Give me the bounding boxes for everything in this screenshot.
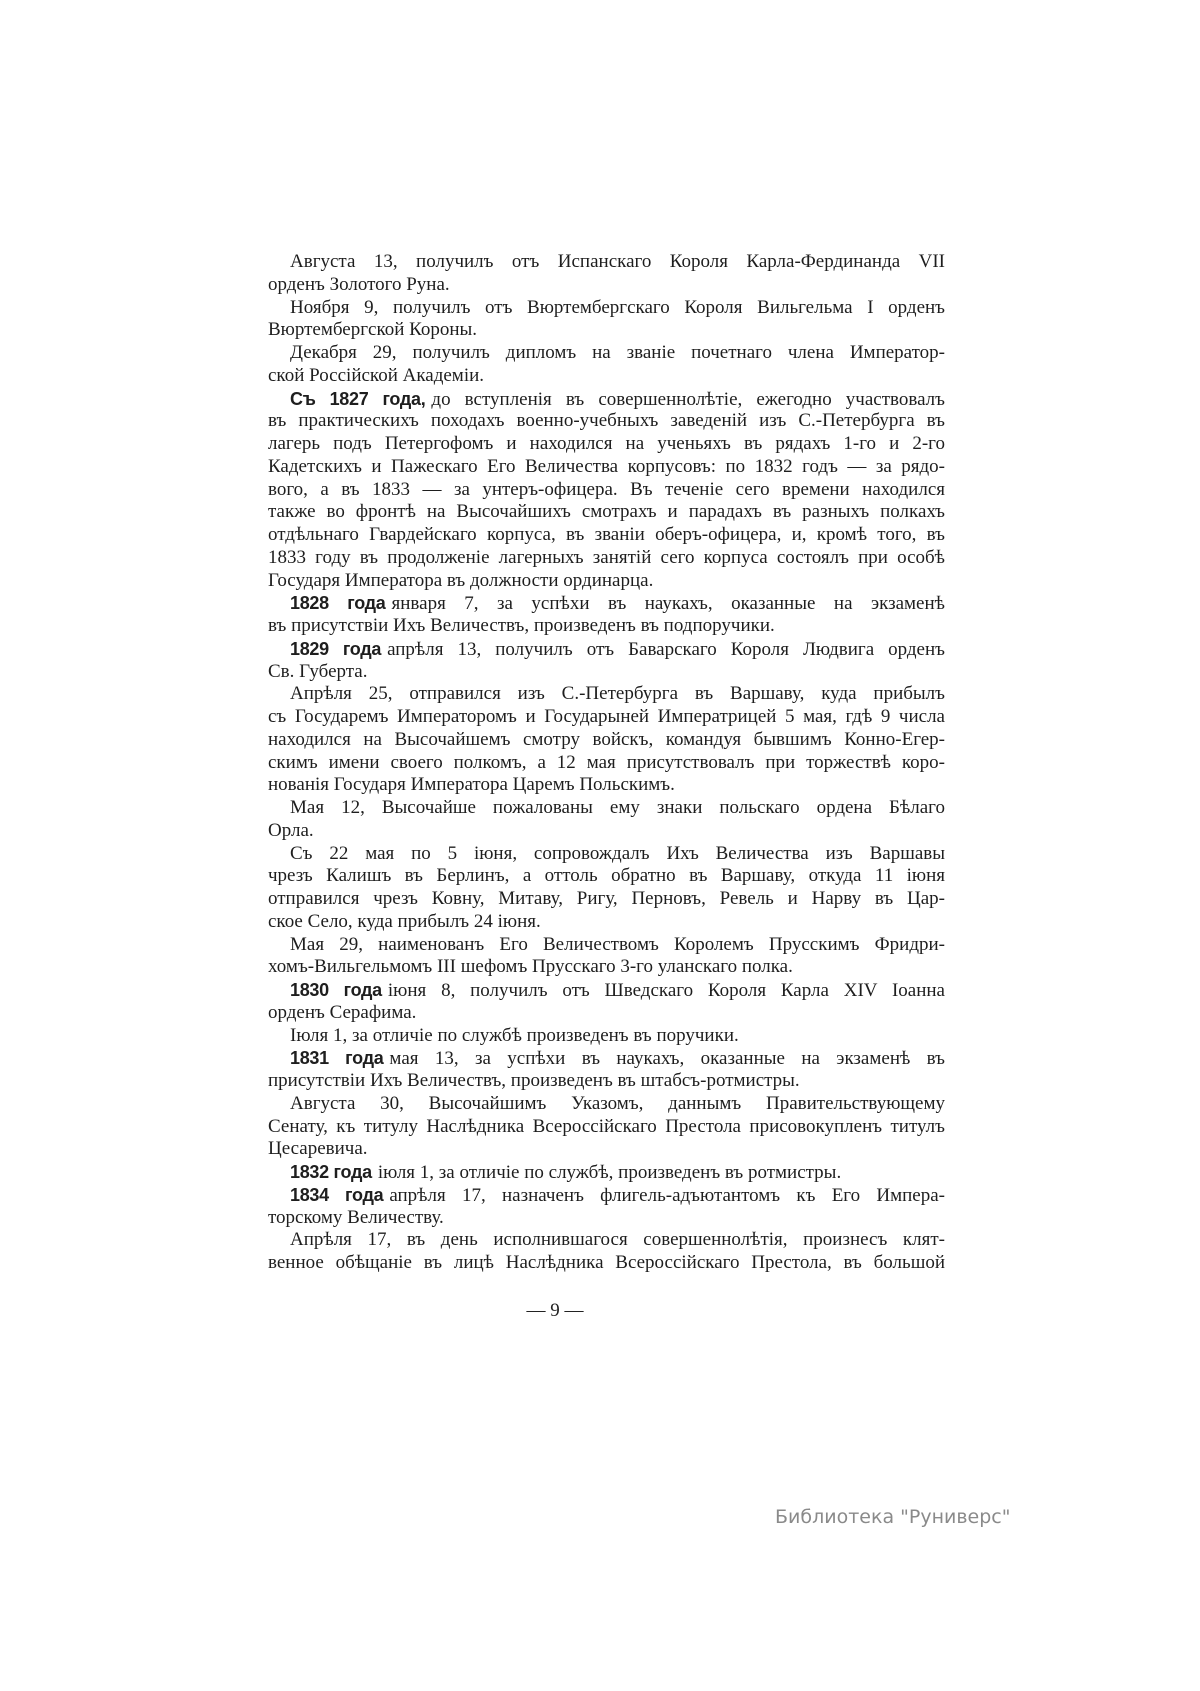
text-line — [268, 388, 945, 411]
line-text: съ Государемъ Императоромъ и Государыней Императрицей 5 мая, гдѣ 9 числа — [268, 706, 945, 727]
line-text: ской Россійской Академіи. — [268, 364, 485, 386]
line-text: отправился чрезъ Ковну, Митаву, Ригу, Перновъ, Ревель и Нарву въ Цар- — [268, 888, 945, 909]
line-text: Св. Губерта. — [268, 660, 368, 682]
line-text: апрѣля 13, получилъ отъ Баварскаго Короля Людвига орденъ — [387, 638, 945, 660]
line-text: вого, а въ 1833 — за унтеръ-офицера. Въ теченіе сего времени находился — [268, 478, 945, 500]
year-heading: 1829 года — [290, 638, 382, 659]
line-text: до вступленія въ совершеннолѣтіе, ежегодно участвовалъ — [431, 388, 945, 410]
line-text: торскому Величеству. — [268, 1206, 444, 1228]
line-text: находился на Высочайшемъ смотру войскъ, командуя бывшимъ Конно-Егер- — [268, 728, 945, 750]
text-line — [268, 297, 945, 320]
text-line — [268, 774, 945, 797]
year-heading: 1832 года — [290, 1162, 372, 1182]
line-text: отдѣльнаго Гвардейскаго корпуса, въ званіи оберъ-офицера, и, кромѣ того, въ — [268, 524, 945, 545]
text-line — [268, 911, 945, 934]
line-text: скимъ имени своего полкомъ, а 12 мая присутствовалъ при торжествѣ коро- — [268, 751, 945, 773]
text-line — [268, 410, 945, 433]
text-line — [268, 365, 945, 388]
line-text: лагерь подъ Петергофомъ и находился на ученьяхъ въ рядахъ 1-го и 2-го — [268, 433, 945, 454]
text-line — [268, 456, 945, 479]
text-line — [268, 570, 945, 593]
text-line — [268, 706, 945, 729]
text-line — [268, 1025, 945, 1048]
line-text: апрѣля 17, назначенъ флигель-адъютантомъ къ Его Импера- — [389, 1184, 945, 1206]
line-text: въ присутствіи Ихъ Величествъ, произведенъ въ подпоручики. — [268, 615, 775, 636]
text-line — [268, 1047, 945, 1070]
line-text: ское Село, куда прибылъ 24 іюня. — [268, 910, 541, 932]
line-text: Государя Императора въ должности ординарца. — [268, 569, 654, 591]
line-text: Мая 12, Высочайше пожалованы ему знаки польскаго ордена Бѣлаго — [290, 797, 945, 818]
text-line — [268, 274, 945, 297]
text-line — [268, 524, 945, 547]
line-text: іюля 1, за отличіе по службѣ, произведенъ въ ротмистры. — [377, 1162, 842, 1183]
text-line — [268, 661, 945, 684]
text-line — [268, 865, 945, 888]
text-line — [268, 729, 945, 752]
line-text: Апрѣля 25, отправился изъ С.-Петербурга въ Варшаву, куда прибылъ — [290, 683, 945, 705]
text-line — [268, 1070, 945, 1093]
text-line — [268, 1207, 945, 1230]
year-heading: 1830 года — [290, 980, 382, 1000]
line-text: Цесаревича. — [268, 1138, 368, 1160]
line-text: Съ 22 мая по 5 іюня, сопровождалъ Ихъ Величества изъ Варшавы — [290, 842, 945, 864]
text-line — [268, 638, 945, 661]
text-line — [268, 797, 945, 820]
line-text: въ практическихъ походахъ военно-учебныхъ заведеній изъ С.-Петербурга въ — [268, 410, 945, 432]
year-heading: 1834 года — [290, 1184, 384, 1205]
text-line — [268, 843, 945, 866]
text-line — [268, 1184, 945, 1207]
text-line — [268, 934, 945, 957]
text-line — [268, 1138, 945, 1161]
text-line — [268, 479, 945, 502]
text-line — [268, 1229, 945, 1252]
line-text: 1833 году въ продолженіе лагерныхъ занятій сего корпуса состоялъ при особѣ — [268, 546, 945, 568]
text-line — [268, 592, 945, 615]
line-text: мая 13, за успѣхи въ наукахъ, оказанные на экзаменѣ въ — [389, 1048, 945, 1070]
year-heading: 1831 года — [290, 1048, 384, 1069]
line-text: хомъ-Вильгельмомъ III шефомъ Прусскаго 3-го уланскаго полка. — [268, 956, 793, 978]
line-text: также во фронтѣ на Высочайшихъ смотрахъ и парадахъ въ разныхъ полкахъ — [268, 501, 945, 523]
line-text: Мая 29, наименованъ Его Величествомъ Королемъ Прусскимъ Фридри- — [290, 933, 945, 955]
text-line — [268, 1093, 945, 1116]
library-watermark: Библиотека "Руниверс" — [775, 1506, 1011, 1528]
line-text: нованія Государя Императора Царемъ Польскимъ. — [268, 774, 675, 796]
text-line — [268, 979, 945, 1002]
text-line — [268, 319, 945, 342]
line-text: Августа 13, получилъ отъ Испанскаго Короля Карла-Фердинанда VII — [290, 251, 945, 272]
line-text: орденъ Серафима. — [268, 1001, 417, 1023]
page-number: — 9 — — [526, 1300, 584, 1321]
text-line — [268, 615, 945, 638]
text-line — [268, 956, 945, 979]
text-line — [268, 888, 945, 911]
line-text: присутствіи Ихъ Величествъ, произведенъ въ штабсъ-ротмистры. — [268, 1070, 800, 1091]
page-body-text — [268, 251, 945, 1275]
line-text: Кадетскихъ и Пажескаго Его Величества корпусовъ: по 1832 годъ — за рядо- — [268, 455, 945, 477]
line-text: Ноября 9, получилъ отъ Вюртембергскаго Короля Вильгельма I орденъ — [290, 296, 945, 318]
line-text: орденъ Золотого Руна. — [268, 273, 450, 295]
line-text: венное обѣщаніе въ лицѣ Наслѣдника Всероссійскаго Престола, въ большой — [268, 1252, 945, 1273]
year-heading: 1828 года — [290, 593, 386, 614]
year-heading: Съ 1827 года, — [290, 388, 426, 409]
text-line — [268, 1161, 945, 1184]
text-line — [268, 1002, 945, 1025]
line-text: Іюля 1, за отличіе по службѣ произведенъ въ поручики. — [290, 1024, 739, 1046]
text-line — [268, 547, 945, 570]
text-line — [268, 1252, 945, 1275]
line-text: іюня 8, получилъ отъ Шведскаго Короля Карла XIV Іоанна — [387, 980, 945, 1001]
line-text: января 7, за успѣхи въ наукахъ, оказанные на экзаменѣ — [391, 593, 945, 615]
line-text: чрезъ Калишъ въ Берлинъ, а оттоль обратно въ Варшаву, откуда 11 іюня — [268, 865, 945, 887]
text-line — [268, 752, 945, 775]
line-text: Апрѣля 17, въ день исполнившагося совершеннолѣтія, произнесъ клят- — [290, 1229, 945, 1251]
text-line — [268, 1116, 945, 1139]
line-text: Орла. — [268, 819, 314, 841]
line-text: Вюртембергской Короны. — [268, 319, 478, 341]
text-line — [268, 501, 945, 524]
line-text: Декабря 29, получилъ дипломъ на званіе почетнаго члена Император- — [290, 342, 945, 363]
line-text: Августа 30, Высочайшимъ Указомъ, даннымъ Правительствующему — [290, 1092, 945, 1114]
text-line — [268, 433, 945, 456]
text-line — [268, 342, 945, 365]
text-line — [268, 820, 945, 843]
text-line — [268, 683, 945, 706]
line-text: Сенату, къ титулу Наслѣдника Всероссійскаго Престола присовокупленъ титулъ — [268, 1115, 945, 1137]
text-line — [268, 251, 945, 274]
